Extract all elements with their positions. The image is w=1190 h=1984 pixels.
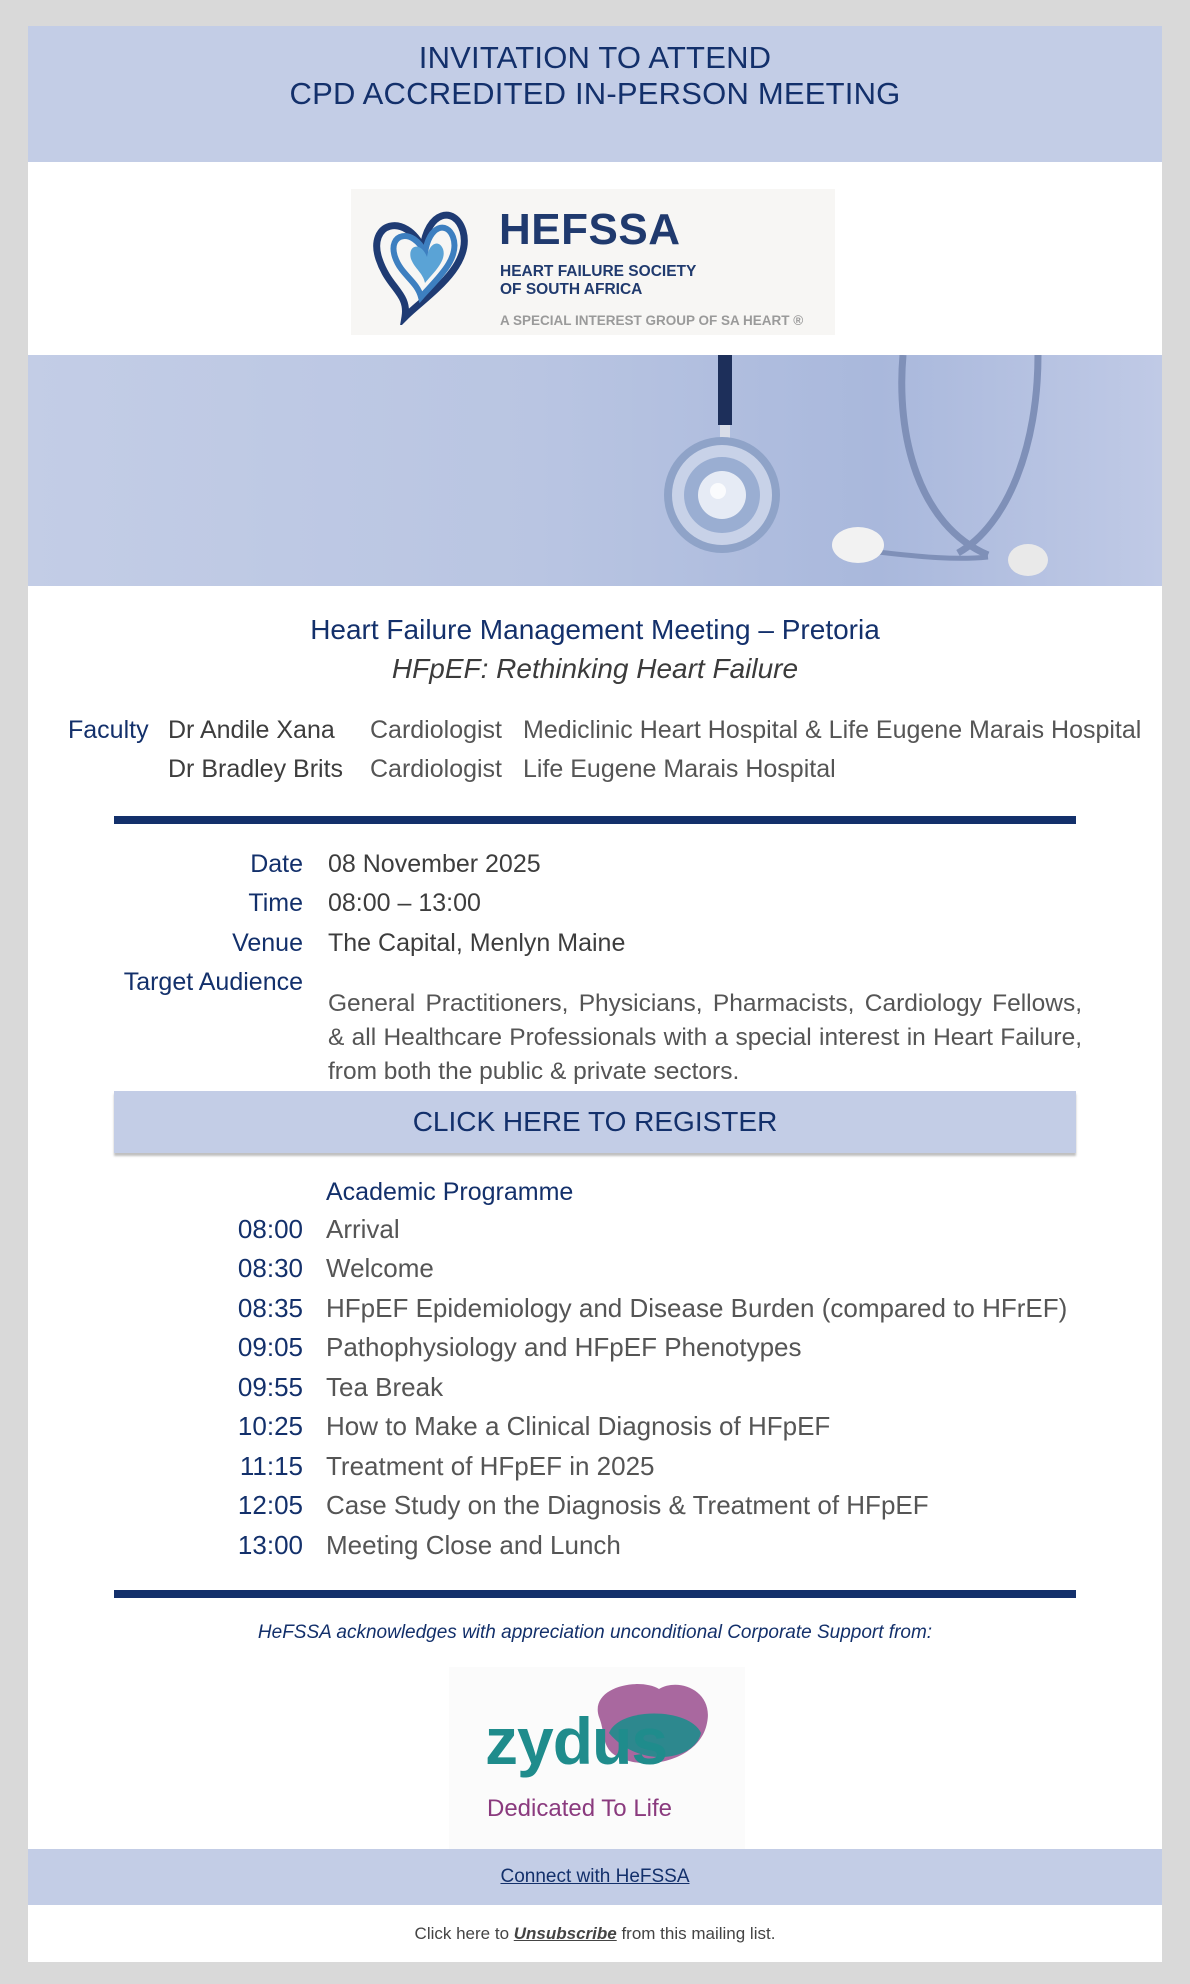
programme-item — [28, 1411, 1162, 1451]
unsubscribe-link[interactable]: Unsubscribe — [513, 1924, 617, 1943]
date-value: 08 November 2025 — [328, 850, 541, 878]
programme-title: HFpEF Epidemiology and Disease Burden (compared to HFrEF) — [326, 1293, 1068, 1323]
programme-time: 11:15 — [239, 1451, 303, 1481]
programme-heading: Academic Programme — [326, 1178, 574, 1206]
logo-subtitle-2: OF SOUTH AFRICA — [500, 281, 643, 298]
logo-subtitle-1: HEART FAILURE SOCIETY — [500, 263, 697, 280]
time-value: 08:00 – 13:00 — [328, 889, 481, 917]
faculty-role: Cardiologist — [370, 716, 503, 744]
programme-item — [28, 1451, 1162, 1491]
register-button[interactable]: CLICK HERE TO REGISTER — [114, 1091, 1076, 1153]
programme-time: 08:35 — [237, 1293, 303, 1323]
programme-time: 08:30 — [237, 1253, 303, 1283]
sponsor-tagline: Dedicated To Life — [487, 1795, 673, 1822]
programme-item — [28, 1530, 1162, 1570]
acknowledgement-text: HeFSSA acknowledges with appreciation unconditional Corporate Support from: — [257, 1622, 933, 1643]
programme-item — [28, 1372, 1162, 1412]
header-band — [28, 26, 1162, 162]
audience-value: General Practitioners, Physicians, Pharmacists, Cardiology Fellows, & all Healthcare Professionals with a special interest in Heart Failure, from both the public & private sectors. — [328, 990, 1082, 1085]
connect-link[interactable]: Connect with HeFSSA — [500, 1866, 690, 1887]
stethoscope-banner — [28, 355, 1162, 586]
programme-item — [28, 1332, 1162, 1372]
audience-label: Target Audience — [123, 968, 303, 996]
programme-item — [28, 1214, 1162, 1254]
programme-title: Welcome — [326, 1253, 434, 1283]
divider-rule — [114, 816, 1076, 824]
date-label: Date — [250, 850, 303, 878]
programme-title: Arrival — [326, 1214, 400, 1244]
programme-time: 08:00 — [237, 1214, 303, 1244]
faculty-hospital: Life Eugene Marais Hospital — [523, 755, 836, 783]
venue-value: The Capital, Menlyn Maine — [328, 929, 626, 957]
faculty-name: Dr Bradley Brits — [168, 755, 344, 783]
programme-title: Meeting Close and Lunch — [326, 1530, 621, 1560]
programme-item — [28, 1293, 1162, 1333]
programme-title: How to Make a Clinical Diagnosis of HFpEF — [326, 1411, 831, 1441]
programme-title: Case Study on the Diagnosis & Treatment of HFpEF — [326, 1490, 929, 1520]
meeting-title: Heart Failure Management Meeting – Pretoria — [310, 614, 880, 645]
unsubscribe-line — [28, 1924, 1162, 1944]
venue-label: Venue — [232, 929, 303, 957]
faculty-role: Cardiologist — [370, 755, 503, 783]
header-title-line-1: INVITATION TO ATTEND — [418, 40, 772, 75]
footer-band — [28, 1849, 1162, 1905]
programme-time: 10:25 — [237, 1411, 303, 1441]
sponsor-wordmark: zydus — [485, 1704, 668, 1778]
programme-time: 09:05 — [237, 1332, 303, 1362]
meeting-subtitle: HFpEF: Rethinking Heart Failure — [391, 653, 799, 684]
programme-item — [28, 1490, 1162, 1530]
programme-title: Tea Break — [326, 1372, 444, 1402]
faculty-hospital: Mediclinic Heart Hospital & Life Eugene Marais Hospital — [523, 716, 1142, 744]
unsubscribe-suffix: from this mailing list. — [616, 1924, 776, 1943]
logo-tagline: A SPECIAL INTEREST GROUP OF SA HEART ® — [500, 313, 804, 328]
faculty-name: Dr Andile Xana — [168, 716, 335, 744]
programme-title: Treatment of HFpEF in 2025 — [326, 1451, 655, 1481]
logo-wordmark: HEFSSA — [499, 205, 681, 254]
heart-logo-icon — [365, 197, 483, 325]
divider-rule — [114, 1590, 1076, 1598]
faculty-label: Faculty — [68, 716, 149, 744]
email-page — [28, 26, 1162, 1962]
programme-time: 09:55 — [237, 1372, 303, 1402]
programme-time: 13:00 — [237, 1530, 303, 1560]
header-title-line-2: CPD ACCREDITED IN-PERSON MEETING — [289, 76, 901, 111]
sponsor-logo — [449, 1667, 745, 1853]
programme-time: 12:05 — [237, 1490, 303, 1520]
stethoscope-image — [28, 355, 1162, 586]
unsubscribe-prefix: Click here to — [414, 1924, 514, 1943]
hefssa-logo — [351, 189, 835, 335]
time-label: Time — [248, 889, 303, 917]
programme-item — [28, 1253, 1162, 1293]
programme-title: Pathophysiology and HFpEF Phenotypes — [326, 1332, 802, 1362]
